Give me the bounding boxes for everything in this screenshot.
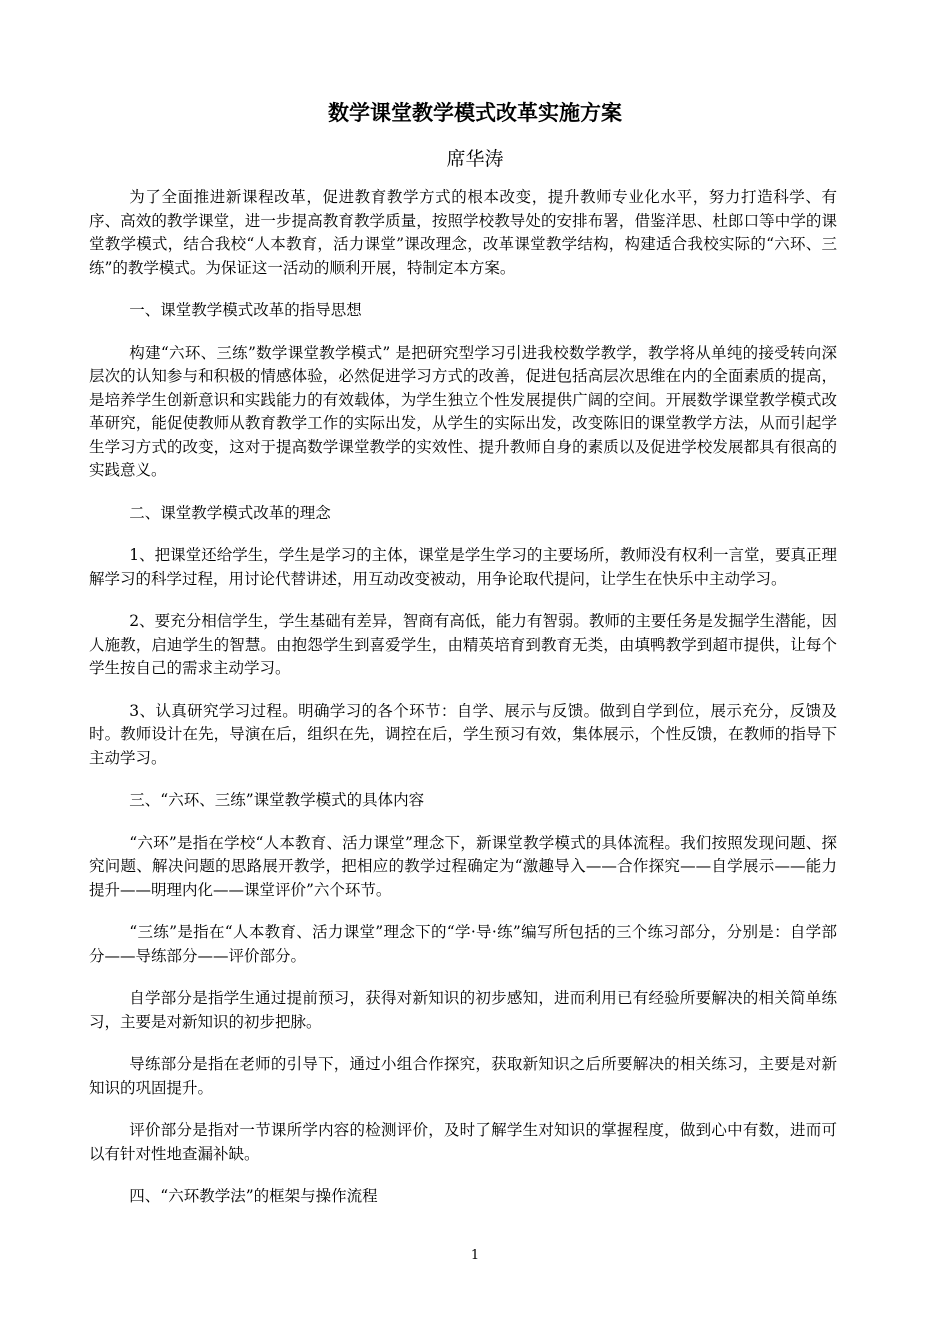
paragraph-evaluation: 评价部分是指对一节课所学内容的检测评价，及时了解学生对知识的掌握程度，做到心中有数，进而可以有针对性地查漏补缺。 bbox=[89, 1121, 837, 1163]
section-heading-3: 三、“六环、三练”课堂教学模式的具体内容 bbox=[129, 791, 425, 809]
section-heading-2: 二、课堂教学模式改革的理念 bbox=[129, 503, 331, 522]
document-title: 数学课堂教学模式改革实施方案 bbox=[328, 101, 622, 125]
paragraph-concept-2: 2、要充分相信学生，学生基础有差异，智商有高低，能力有智弱。教师的主要任务是发掘学生潜能，因人施教，启迪学生的智慧。由抱怨学生到喜爱学生，由精英培育到教育无类，由填鸭教学到超市提供，让每个学生按自己的需求主动学习。 bbox=[89, 612, 837, 677]
paragraph-concept-1: 1、把课堂还给学生，学生是学习的主体，课堂是学生学习的主要场所，教师没有权利一言堂，要真正理解学习的科学过程，用讨论代替讲述，用互动改变被动，用争论取代提问，让学生在快乐中主动学习。 bbox=[89, 546, 837, 588]
page-number: 1 bbox=[470, 1248, 480, 1263]
document-author: 席华涛 bbox=[446, 148, 504, 170]
paragraph-three-practices: “三练”是指在“人本教育、活力课堂”理念下的“学·导·练”编写所包括的三个练习部分，分别是：自学部分——导练部分——评价部分。 bbox=[89, 923, 837, 965]
document-body bbox=[89, 186, 837, 1228]
paragraph-concept-3: 3、认真研究学习过程。明确学习的各个环节：自学、展示与反馈。做到自学到位，展示充分，反馈及时。教师设计在先，导演在后，组织在先，调控在后，学生预习有效，集体展示，个性反馈，在教师的指导下主动学习。 bbox=[89, 701, 837, 767]
paragraph-guiding-thought: 构建“六环、三练”数学课堂教学模式” 是把研究型学习引进我校数学教学，教学将从单纯的接受转向深层次的认知参与和积极的情感体验，必然促进学习方式的改善，促进包括高层次思维在内的全面素质的提高，是培养学生创新意识和实践能力的有效载体，为学生独立个性发展提供广阔的空间。开展数学课堂教学模式改革研究，能促使教师从教育教学工作的实际出发，从学生的实际出发，改变陈旧的课堂教学方法，从而引起学生学习方式的改变，这对于提高数学课堂教学的实效性、提升教师自身的素质以及促进学校发展都具有很高的实践意义。 bbox=[89, 343, 837, 479]
paragraph-six-rings: “六环”是指在学校“人本教育、活力课堂”理念下，新课堂教学模式的具体流程。我们按照发现问题、探究问题、解决问题的思路展开教学，把相应的教学过程确定为“激趣导入——合作探究——自学展示——能力提升——明理内化——课堂评价”六个环节。 bbox=[89, 833, 837, 899]
paragraph-self-study: 自学部分是指学生通过提前预习，获得对新知识的初步感知，进而利用已有经验所要解决的相关简单练习，主要是对新知识的初步把脉。 bbox=[89, 989, 837, 1031]
paragraph-guided-practice: 导练部分是指在老师的引导下，通过小组合作探究，获取新知识之后所要解决的相关练习，主要是对新知识的巩固提升。 bbox=[89, 1055, 837, 1097]
section-heading-4: 四、“六环教学法”的框架与操作流程 bbox=[129, 1187, 378, 1205]
section-heading-1: 一、课堂教学模式改革的指导思想 bbox=[129, 301, 362, 319]
paragraph-intro: 为了全面推进新课程改革，促进教育教学方式的根本改变，提升教师专业化水平，努力打造科学、有序、高效的教学课堂，进一步提高教育教学质量，按照学校教导处的安排布署，借鉴洋思、杜郎口等中学的课堂教学模式，结合我校“人本教育，活力课堂”课改理念，改革课堂教学结构，构建适合我校实际的“六环、三练”的教学模式。为保证这一活动的顺利开展，特制定本方案。 bbox=[89, 188, 837, 277]
